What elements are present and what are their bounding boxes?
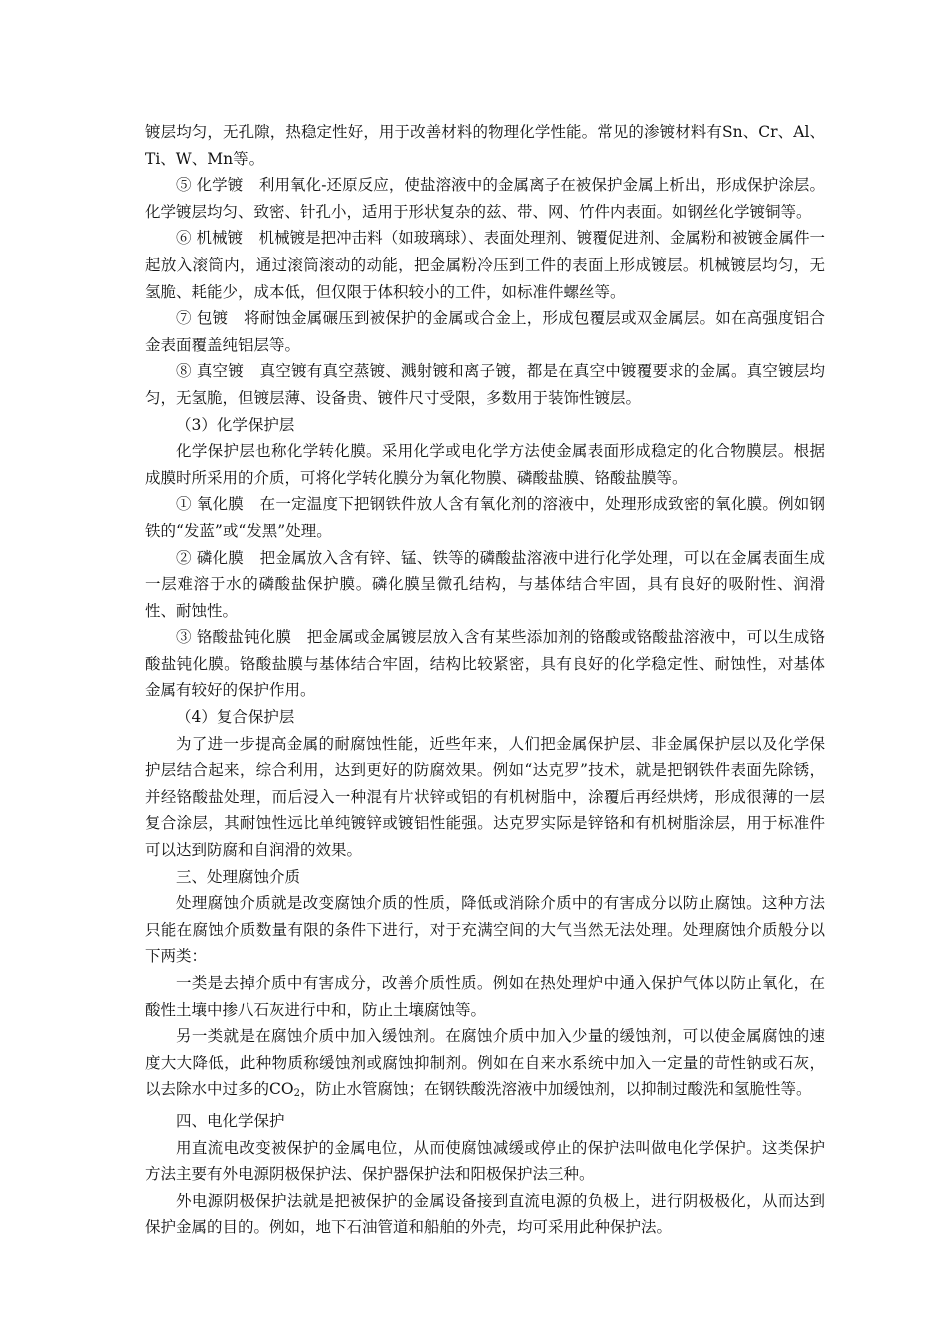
paragraph-remove-harmful: 一类是去掉介质中有害成分，改善介质性质。例如在热处理炉中通入保护气体以防止氧化，在酸性土壤中掺八石灰进行中和，防止土壤腐蚀等。 xyxy=(145,974,825,1019)
paragraph-phosphate-film: ② 磷化膜 把金属放入含有锌、锰、铁等的磷酸盐溶液中进行化学处理，可以在金属表面生成一层难溶于水的磷酸盐保护膜。磷化膜呈微孔结构，与基体结合牢固，具有良好的吸附性、润滑性、耐蚀性。 xyxy=(145,548,825,620)
paragraph-inhibitor xyxy=(145,1023,825,1108)
paragraph-electrochemical-intro: 用直流电改变被保护的金属电位，从而使腐蚀减缓或停止的保护法叫做电化学保护。这类保护方法主要有外电源阴极保护法、保护器保护法和阳极保护法三种。 xyxy=(145,1138,825,1184)
paragraph-cathodic-protection: 外电源阴极保护法就是把被保护的金属设备接到直流电源的负极上，进行阴极极化，从而达到保护金属的目的。例如，地下石油管道和船舶的外壳，均可采用此种保护法。 xyxy=(145,1191,825,1237)
paragraph-vacuum-plating: ⑧ 真空镀 真空镀有真空蒸镀、溅射镀和离子镀，都是在真空中镀覆要求的金属。真空镀层均匀，无氢脆，但镀层薄、设备贵、镀件尺寸受限，多数用于装饰性镀层。 xyxy=(145,362,825,407)
heading-treat-corrosive-medium: 三、处理腐蚀介质 xyxy=(176,867,301,886)
heading-composite-protective-layer: （4）复合保护层 xyxy=(176,708,295,727)
body-text xyxy=(145,119,825,1241)
paragraph-oxide-film: ① 氧化膜 在一定温度下把钢铁件放人含有氧化剂的溶液中，处理形成致密的氧化膜。例如钢铁的“发蓝”或“发黑”处理。 xyxy=(145,495,825,540)
paragraph-clad-plating: ⑦ 包镀 将耐蚀金属碾压到被保护的金属或合金上，形成包覆层或双金属层。如在高强度铝合金表面覆盖纯铝层等。 xyxy=(145,309,825,354)
inhibitor-text-before: 另一类就是在腐蚀介质中加入缓蚀剂。在腐蚀介质中加入少量的缓蚀剂，可以使金属腐蚀的速度大大降低，此种物质称缓蚀剂或腐蚀抑制剂。例如在自来水系统中加入一定量的苛性钠或石灰，以去除水中过多的CO xyxy=(145,1027,825,1099)
paragraph-mechanical-plating: ⑥ 机械镀 机械镀是把冲击料（如玻璃球）、表面处理剂、镀覆促进剂、金属粉和被镀金属件一起放入滚筒内，通过滚筒滚动的动能，把金属粉冷压到工件的表面上形成镀层。机械镀层均匀，无氢脆、耗能少，成本低，但仅限于体积较小的工件，如标准件螺丝等。 xyxy=(145,229,825,301)
paragraph-composite-layer: 为了进一步提高金属的耐腐蚀性能，近些年来，人们把金属保护层、非金属保护层以及化学保护层结合起来，综合利用，达到更好的防腐效果。例如“达克罗”技术，就是把钢铁件表面先除锈，并经铬酸盐处理，而后浸入一种混有片状锌或铝的有机树脂中，涂覆后再经烘烤，形成很薄的一层复合涂层，其耐蚀性远比单纯镀锌或镀铝性能强。达克罗实际是锌铬和有机树脂涂层，用于标准件可以达到防腐和自润滑的效果。 xyxy=(145,734,825,860)
paragraph-conversion-film: 化学保护层也称化学转化膜。采用化学或电化学方法使金属表面形成稳定的化合物膜层。根据成膜时所采用的介质，可将化学转化膜分为氧化物膜、磷酸盐膜、铬酸盐膜等。 xyxy=(145,442,825,487)
paragraph-diffusion-plating-end: 镀层均匀，无孔隙，热稳定性好，用于改善材料的物理化学性能。常见的渗镀材料有Sn、Cr、Al、Ti、W、Mn等。 xyxy=(145,123,825,168)
paragraph-treat-medium-intro: 处理腐蚀介质就是改变腐蚀介质的性质，降低或消除介质中的有害成分以防止腐蚀。这种方法只能在腐蚀介质数量有限的条件下进行，对于充满空间的大气当然无法处理。处理腐蚀介质般分以下两类： xyxy=(145,894,825,966)
heading-chemical-protective-layer: （3）化学保护层 xyxy=(176,415,295,434)
co2-subscript: 2 xyxy=(293,1088,300,1100)
inhibitor-text-after: ，防止水管腐蚀；在钢铁酸洗溶液中加缓蚀剂，以抑制过酸洗和氢脆性等。 xyxy=(299,1080,812,1099)
paragraph-chemical-plating: ⑤ 化学镀 利用氧化-还原反应，使盐溶液中的金属离子在被保护金属上析出，形成保护涂层。化学镀层均匀、致密、针孔小，适用于形状复杂的兹、带、网、竹件内表面。如钢丝化学镀铜等。 xyxy=(145,176,825,221)
heading-electrochemical-protection: 四、电化学保护 xyxy=(176,1111,285,1130)
paragraph-chromate-film: ③ 铬酸盐钝化膜 把金属或金属镀层放入含有某些添加剂的铬酸或铬酸盐溶液中，可以生成铬酸盐钝化膜。铬酸盐膜与基体结合牢固，结构比较紧密，具有良好的化学稳定性、耐蚀性，对基体金属有较好的保护作用。 xyxy=(145,628,825,700)
